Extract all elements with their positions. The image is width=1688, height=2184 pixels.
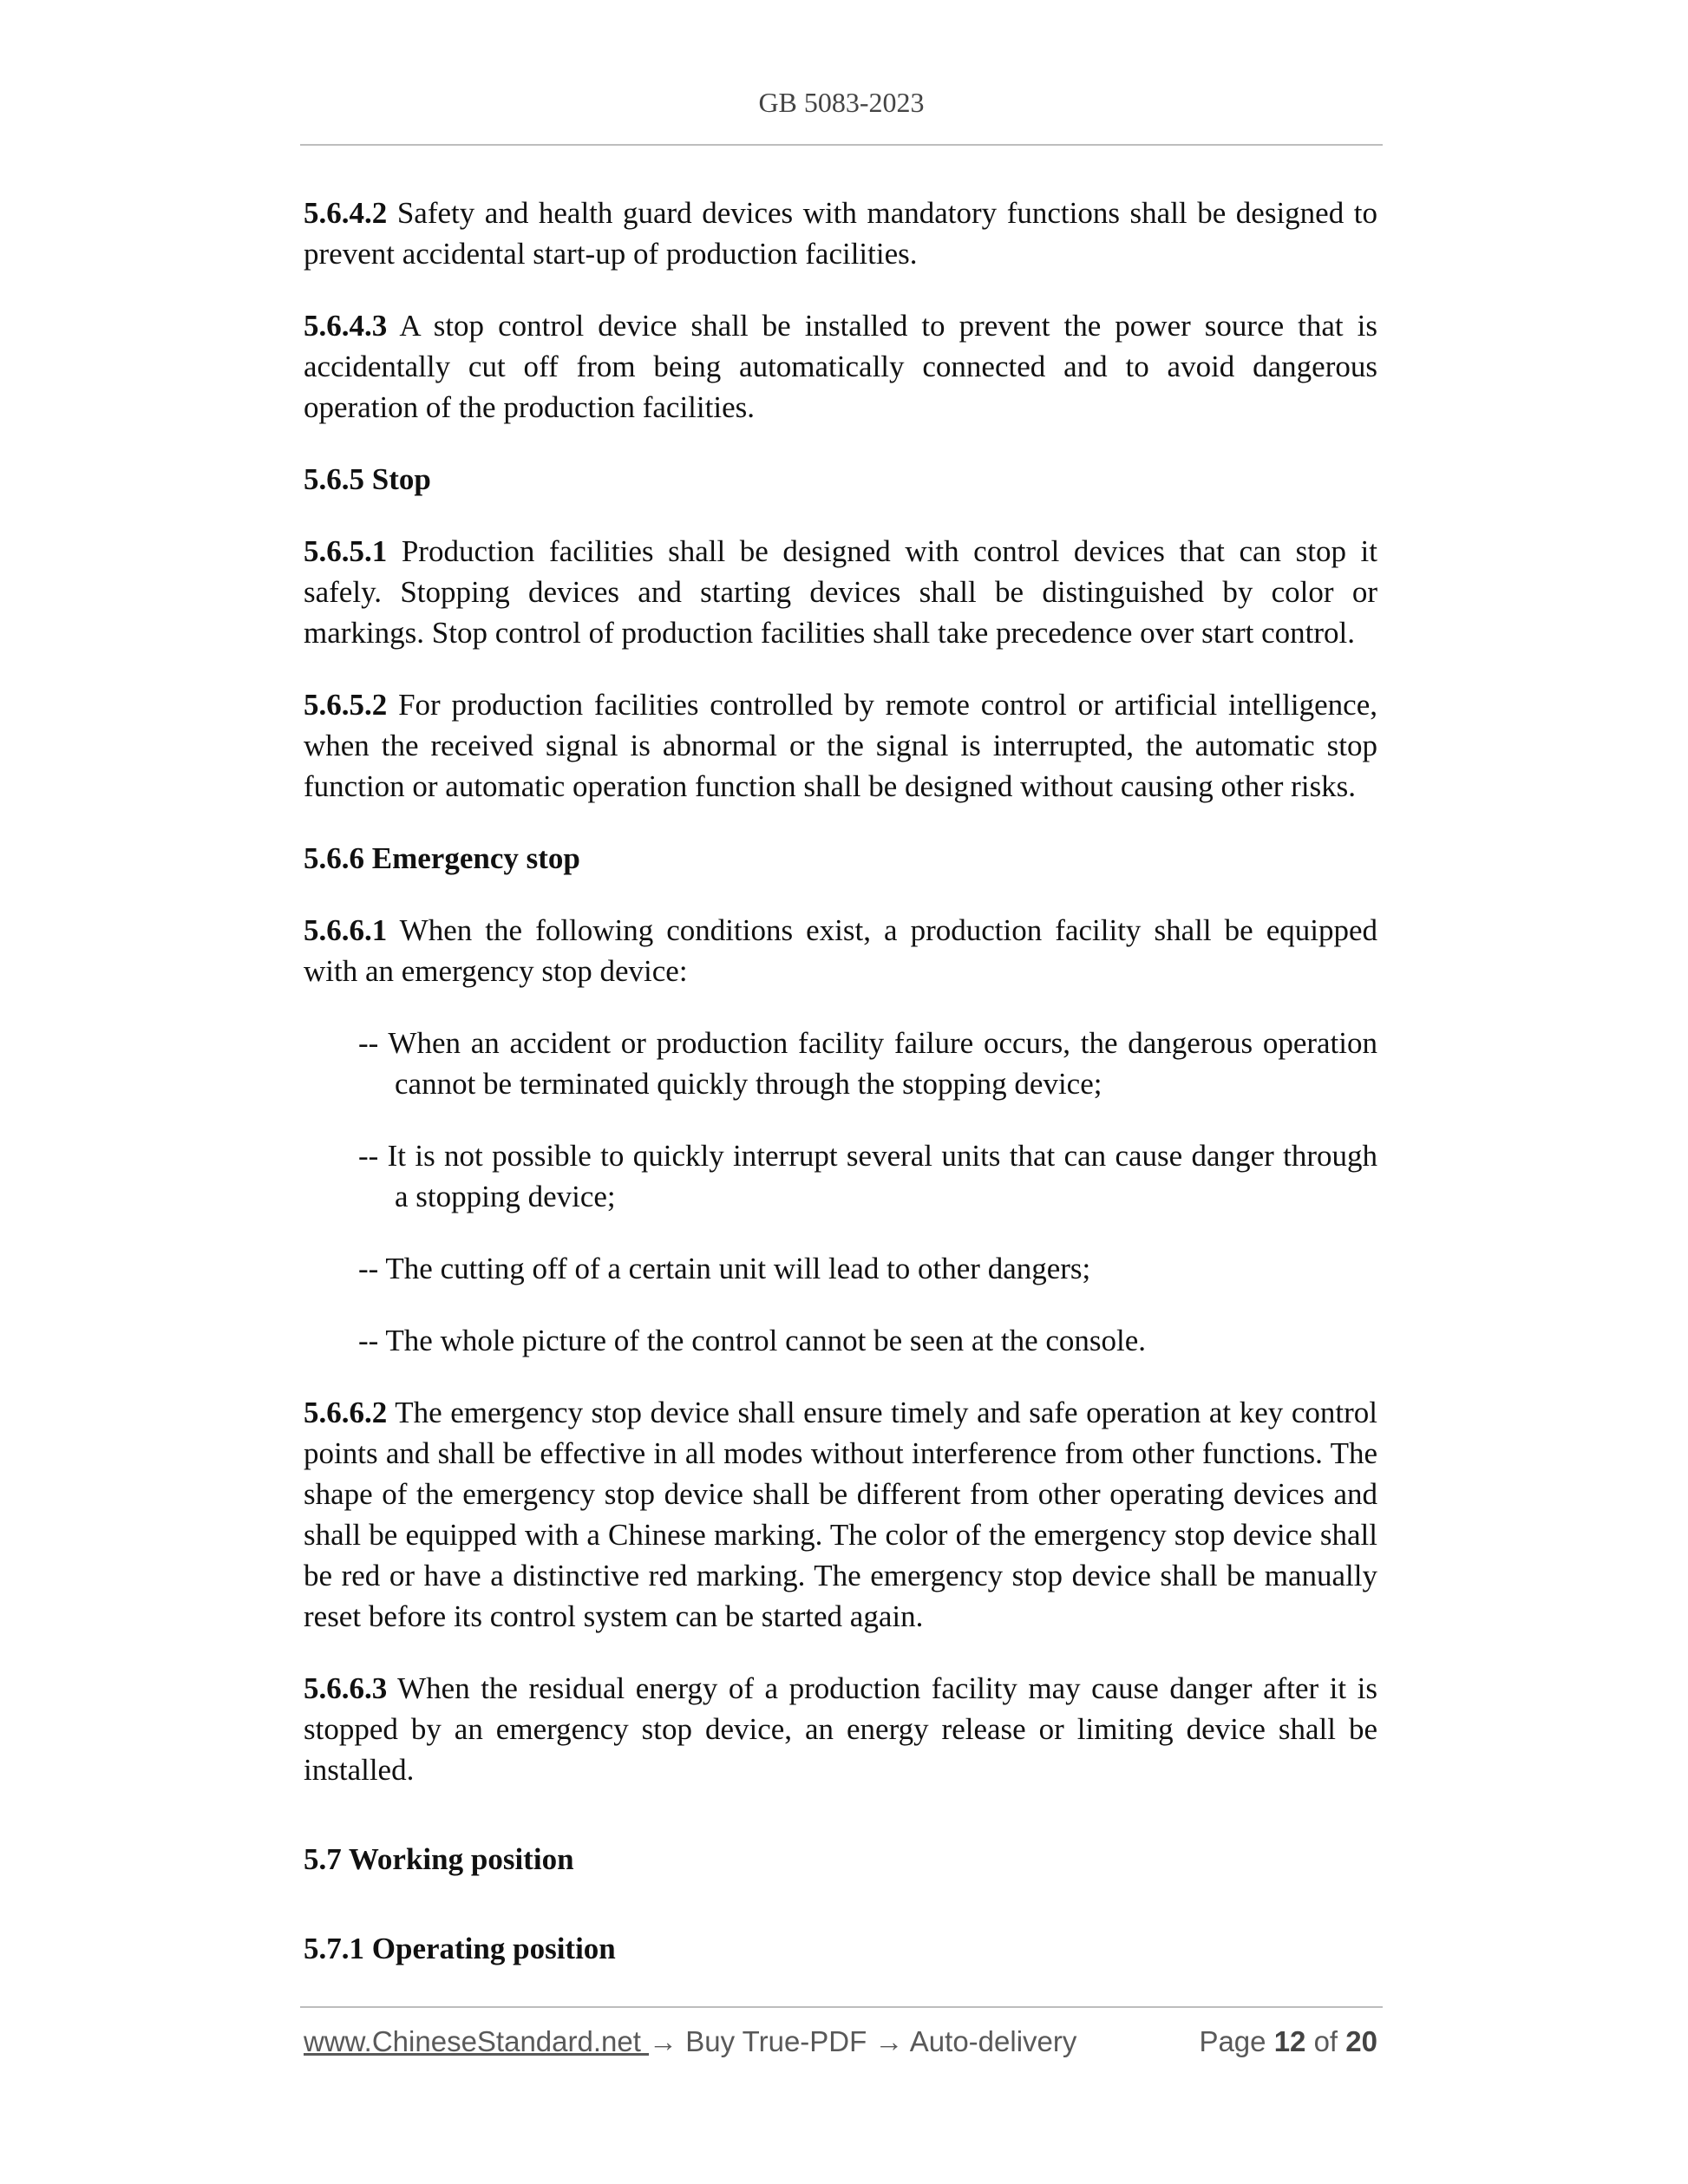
document-body bbox=[304, 193, 1377, 2000]
clause-number: 5.6.4.2 bbox=[304, 196, 388, 230]
clause-5-6-4-3 bbox=[304, 305, 1377, 428]
clause-text: For production facilities controlled by remote control or artificial intelligence, when the received signal is abnormal or the signal is interrupted, the automatic stop function or automatic operation function shall be designed without causing other risks. bbox=[304, 688, 1377, 803]
condition-list bbox=[358, 1023, 1377, 1361]
list-item: -- The whole picture of the control cannot be seen at the console. bbox=[358, 1324, 1147, 1357]
clause-number: 5.6.4.3 bbox=[304, 309, 388, 343]
clause-number: 5.6.5.2 bbox=[304, 688, 388, 722]
clause-text: When the following conditions exist, a production facility shall be equipped with an emergency stop device: bbox=[304, 913, 1377, 988]
clause-5-6-5-2 bbox=[304, 684, 1377, 807]
clause-5-6-5-1 bbox=[304, 531, 1377, 653]
page-number: 12 bbox=[1273, 2025, 1306, 2057]
clause-5-6-4-2 bbox=[304, 193, 1377, 274]
heading-5-6-6: 5.6.6 Emergency stop bbox=[304, 841, 580, 875]
footer-divider bbox=[300, 2006, 1383, 2008]
clause-5-6-6-2 bbox=[304, 1392, 1377, 1637]
clause-text: The emergency stop device shall ensure timely and safe operation at key control points and shall be effective in all modes without interference from other functions. The shape of the emergency stop device shall be different from other operating devices and shall be equipped with a Chinese marking. The color of the emergency stop device shall be red or have a distinctive red marking. The emergency stop device shall be manually reset before its control system can be started again. bbox=[304, 1396, 1377, 1633]
list-item: -- It is not possible to quickly interrupt several units that can cause danger through a stopping device; bbox=[358, 1139, 1377, 1213]
page-header-title: GB 5083-2023 bbox=[758, 87, 925, 118]
page-footer bbox=[304, 2021, 1377, 2063]
of-label: of bbox=[1313, 2025, 1338, 2057]
website-link[interactable]: www.ChineseStandard.net bbox=[304, 2025, 650, 2057]
clause-number: 5.6.5.1 bbox=[304, 534, 388, 568]
list-item: -- When an accident or production facility failure occurs, the dangerous operation cannot be terminated quickly through the stopping device; bbox=[358, 1026, 1377, 1101]
list-item: -- The cutting off of a certain unit will lead to other dangers; bbox=[358, 1252, 1091, 1285]
page-label: Page bbox=[1199, 2025, 1266, 2057]
footer-promo-text: → Buy True-PDF → Auto-delivery bbox=[649, 2025, 1077, 2057]
heading-5-7: 5.7 Working position bbox=[304, 1842, 574, 1876]
clause-text: When the residual energy of a production facility may cause danger after it is stopped by an emergency stop device, an energy release or limiting device shall be installed. bbox=[304, 1671, 1377, 1787]
clause-number: 5.6.6.2 bbox=[304, 1396, 388, 1429]
clause-text: A stop control device shall be installed to prevent the power source that is accidentally cut off from being automatically connected and to avoid dangerous operation of the production facilities. bbox=[304, 309, 1377, 424]
clause-text: Production facilities shall be designed with control devices that can stop it safely. Stopping devices and starting devices shall be distinguished by color or markings. Stop control of production facilities shall take precedence over start control. bbox=[304, 534, 1377, 650]
header-divider bbox=[300, 144, 1383, 146]
clause-text: Safety and health guard devices with mandatory functions shall be designed to prevent accidental start-up of production facilities. bbox=[304, 196, 1377, 271]
page-counter bbox=[1199, 2021, 1377, 2063]
page-total: 20 bbox=[1345, 2025, 1377, 2057]
clause-5-6-6-3 bbox=[304, 1668, 1377, 1790]
heading-5-7-1: 5.7.1 Operating position bbox=[304, 1932, 616, 1965]
clause-5-6-6-1 bbox=[304, 910, 1377, 991]
clause-number: 5.6.6.3 bbox=[304, 1671, 388, 1705]
footer-promo bbox=[304, 2021, 1076, 2063]
clause-number: 5.6.6.1 bbox=[304, 913, 388, 947]
heading-5-6-5: 5.6.5 Stop bbox=[304, 462, 431, 496]
